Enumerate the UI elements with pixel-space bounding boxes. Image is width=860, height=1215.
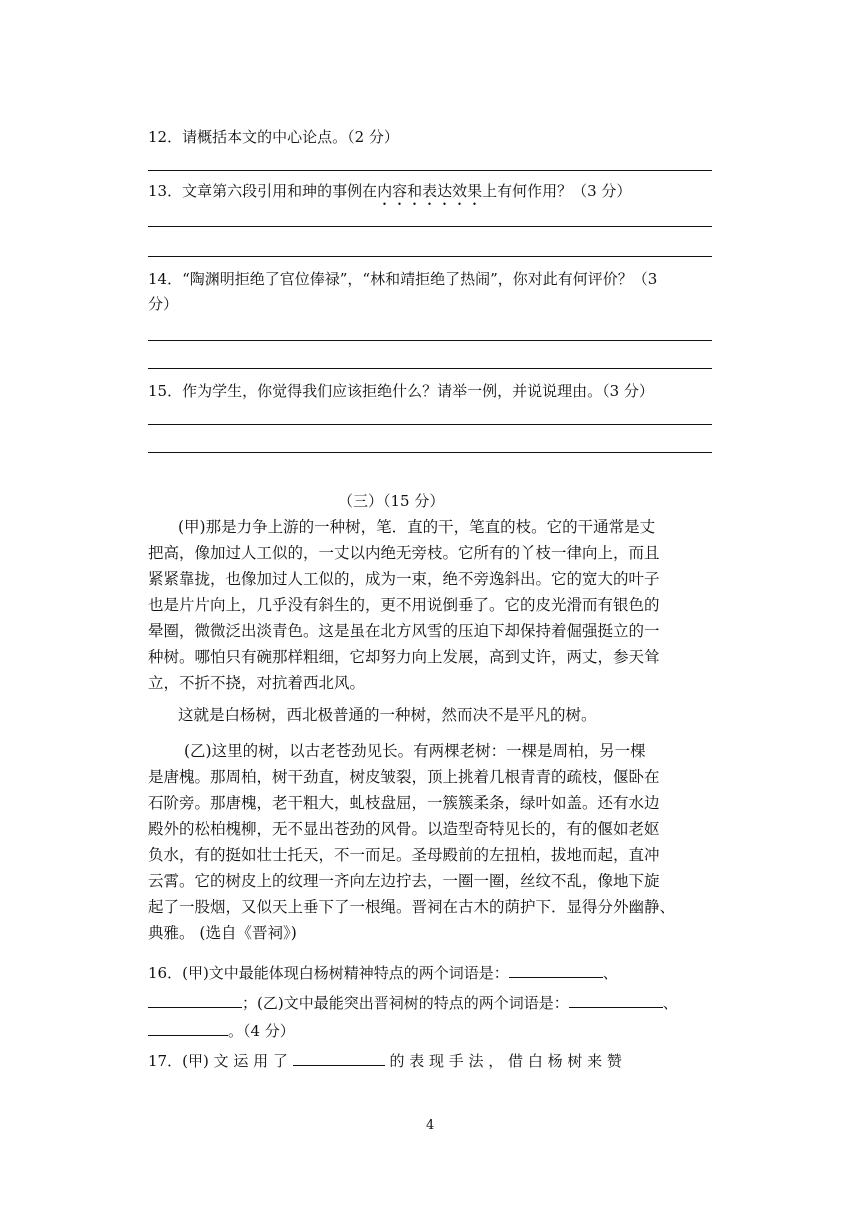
fill-blank[interactable] [569,993,663,1008]
question-16-line2 [148,992,678,1013]
question-17-text-end: 的 表 现 手 法 ， 借 白 杨 树 来 赞 [389,1052,622,1070]
question-13-emphasis: 内容和表达效果 [377,182,483,200]
passage-jia-line: 立，不折不挠，对抗着西北风。 [148,674,366,692]
passage-yi-line: (乙)这里的树，以古老苍劲见长。有两棵老树：一棵是周柏，另一棵 [184,742,646,760]
fill-blank[interactable] [509,963,603,978]
answer-line [148,452,712,453]
passage-jia-line: (甲)那是力争上游的一种树，笔．直的干，笔直的枝。它的干通常是丈 [178,518,656,536]
answer-line [148,340,712,341]
question-16-end: 。（4 分） [228,1022,295,1040]
fill-blank[interactable] [148,993,242,1008]
question-16-text: 16．(甲)文中最能体现白杨树精神特点的两个词语是： [148,964,509,982]
passage-jia-line: 晕圈，微微泛出淡青色。这是虽在北方风雪的压迫下却保持着倔强挺立的一 [148,622,660,640]
answer-line [148,170,712,171]
fill-blank[interactable] [293,1051,385,1066]
question-13-text: 13．文章第六段引用和珅的事例在 [148,182,378,200]
passage-yi-line: 负水，有的挺如壮士托天，不一而足。圣母殿前的左扭柏，拔地而起，直冲 [148,846,660,864]
question-13-text-end: 上有何作用？（3 分） [482,182,632,200]
separator: 、 [662,994,678,1012]
passage-jia-line: 把高，像加过人工似的，一丈以内绝无旁枝。它所有的丫枝一律向上，而且 [148,544,660,562]
passage-summary: 这就是白杨树，西北极普通的一种树，然而决不是平凡的树。 [178,706,597,724]
passage-jia-line: 紧紧靠拢，也像加过人工似的，成为一束，绝不旁逸斜出。它的宽大的叶子 [148,570,660,588]
question-14-line1: 14．“陶渊明拒绝了官位俸禄”，“林和靖拒绝了热闹”，你对此有何评价？（3 [148,270,658,288]
question-16-line3 [148,1020,295,1041]
question-17 [148,1050,622,1071]
passage-yi-line: 石阶旁。那唐槐，老干粗大，虬枝盘屈，一簇簇柔条，绿叶如盖。还有水边 [148,794,660,812]
page-number: 4 [426,1118,435,1133]
fill-blank[interactable] [148,1021,228,1036]
question-14-line2: 分） [148,295,179,313]
answer-line [148,256,712,257]
question-13 [148,180,631,209]
passage-yi-line: 云霄。它的树皮上的纹理一齐向左边拧去，一圈一圈，丝纹不乱，像地下旋 [148,872,660,890]
question-15: 15．作为学生，你觉得我们应该拒绝什么？请举一例，并说说理由。（3 分） [148,382,654,400]
passage-yi-line: 典雅。 (选自《晋祠》) [148,924,297,942]
question-17-text: 17．(甲) 文 运 用 了 [148,1052,288,1070]
passage-yi-line: 起了一股烟，又似天上垂下了一根绳。晋祠在古木的荫护下．显得分外幽静、 [148,898,676,916]
passage-jia-line: 种树。哪怕只有碗那样粗细，它却努力向上发展，高到丈许，两丈，参天耸 [148,648,660,666]
passage-jia-line: 也是片片向上，几乎没有斜生的，更不用说倒垂了。它的皮光滑而有银色的 [148,596,660,614]
separator: 、 [602,964,618,982]
section-heading: （三）（15 分） [338,492,445,510]
question-16-text: ；(乙)文中最能突出晋祠树的特点的两个词语是： [242,994,569,1012]
answer-line [148,368,712,369]
passage-yi-line: 殿外的松柏槐柳，无不显出苍劲的风骨。以造型奇特见长的，有的偃如老妪 [148,820,660,838]
question-12: 12．请概括本文的中心论点。（2 分） [148,128,399,146]
question-16-line1 [148,962,618,983]
passage-yi-line: 是唐槐。那周柏，树干劲直，树皮皱裂，顶上挑着几根青青的疏枝，偃卧在 [148,768,660,786]
answer-line [148,424,712,425]
answer-line [148,226,712,227]
